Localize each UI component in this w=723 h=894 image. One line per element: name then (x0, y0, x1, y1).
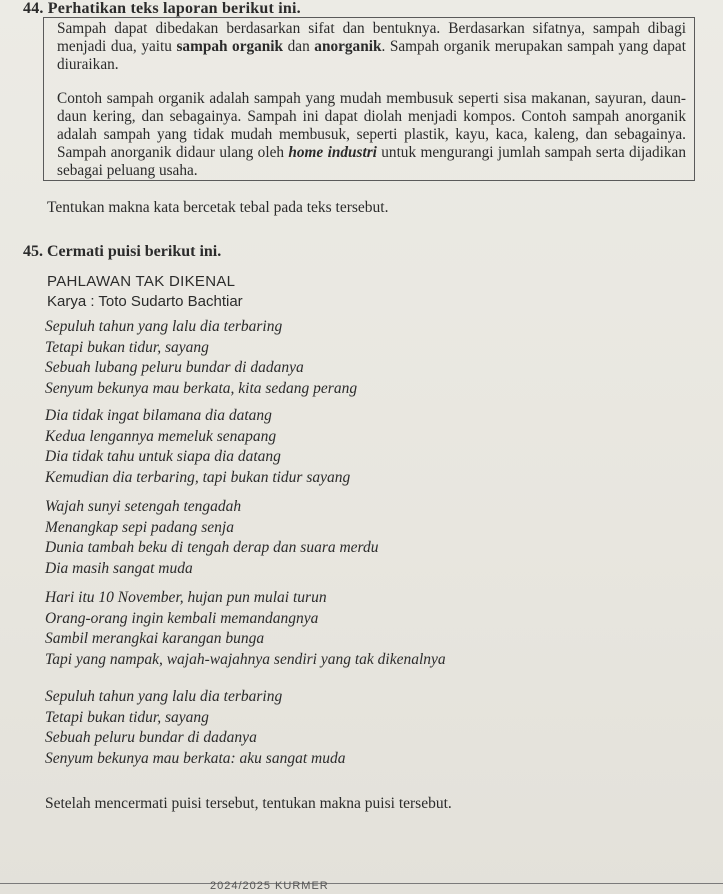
poem-title: PAHLAWAN TAK DIKENAL (47, 273, 236, 290)
bold-term-organik: sampah organik (176, 38, 284, 55)
text-span: Contoh sampah organik adalah sampah yang mudah membusuk seperti sisa makanan, sayuran, daun-daun kering, dan sebagainya. Sampah ini dapat diolah menjadi kompos. Contoh sampah anorganik adalah sampah yang tidak mudah membusuk, seperti plastik, kayu, kaca, kaleng, dan sebagainya. Sampah anorganik didaur ulang oleh (57, 90, 686, 161)
footer-text: 2024/2025 KURMER (210, 880, 329, 892)
poem-stanza-2 (45, 406, 350, 488)
poem-line: Kemudian dia terbaring, tapi bukan tidur sayang (45, 468, 351, 486)
poem-line: Tetapi bukan tidur, sayang (45, 338, 209, 356)
poem-line: Tetapi bukan tidur, sayang (45, 708, 209, 726)
poem-line: Kedua lengannya memeluk senapang (45, 427, 277, 445)
poem-stanza-4 (45, 588, 446, 670)
poem-stanza-1 (45, 317, 357, 399)
poem-line: Dunia tambah beku di tengah derap dan suara merdu (45, 539, 379, 556)
poem-author: Karya : Toto Sudarto Bachtiar (47, 293, 243, 310)
question-44-title: 44. Perhatikan teks laporan berikut ini. (23, 0, 301, 17)
poem-line: Sambil merangkai karangan bunga (45, 630, 265, 647)
bold-term-anorganik: anorganik (314, 38, 382, 55)
question-45-title: 45. Cermati puisi berikut ini. (23, 243, 222, 260)
text-span: untuk mengurangi jumlah sampah serta dijadikan sebagai peluang usaha. (57, 144, 686, 179)
report-text-box (43, 17, 695, 181)
poem-stanza-3 (45, 497, 379, 579)
text-span: dan (283, 38, 315, 55)
poem-line: Tapi yang nampak, wajah-wajahnya sendiri yang tak dikenalnya (45, 650, 446, 668)
poem-line: Hari itu 10 November, hujan pun mulai turun (45, 589, 327, 606)
report-paragraph-2 (57, 90, 686, 180)
report-paragraph-1 (57, 20, 686, 74)
question-45-instruction: Setelah mencermati puisi tersebut, tentukan makna puisi tersebut. (45, 795, 452, 812)
poem-line: Wajah sunyi setengah tengadah (45, 498, 242, 515)
question-44-instruction: Tentukan makna kata bercetak tebal pada teks tersebut. (47, 199, 389, 216)
poem-line: Sebuah lubang peluru bundar di dadanya (45, 359, 304, 376)
poem-line: Orang-orang ingin kembali memandangnya (45, 609, 319, 627)
text-span: . Sampah organik merupakan sampah yang dapat diuraikan. (57, 38, 686, 73)
poem-line: Senyum bekunya mau berkata: aku sangat muda (45, 749, 346, 767)
poem-line: Dia tidak tahu untuk siapa dia datang (45, 448, 281, 465)
poem-stanza-5 (45, 687, 345, 769)
poem-line: Dia masih sangat muda (45, 559, 193, 577)
footer-divider (0, 883, 723, 884)
poem-line: Sepuluh tahun yang lalu dia terbaring (45, 318, 283, 335)
poem-line: Sebuah peluru bundar di dadanya (45, 729, 257, 746)
poem-line: Sepuluh tahun yang lalu dia terbaring (45, 688, 283, 705)
text-span: Sampah dapat dibedakan berdasarkan sifat dan bentuknya. Berdasarkan sifatnya, sampah dibagi menjadi dua, yaitu (57, 20, 686, 55)
poem-line: Senyum bekunya mau berkata, kita sedang perang (45, 379, 358, 397)
italic-term-home-industri: home industri (288, 144, 377, 161)
poem-line: Dia tidak ingat bilamana dia datang (45, 407, 272, 424)
poem-line: Menangkap sepi padang senja (45, 518, 234, 536)
